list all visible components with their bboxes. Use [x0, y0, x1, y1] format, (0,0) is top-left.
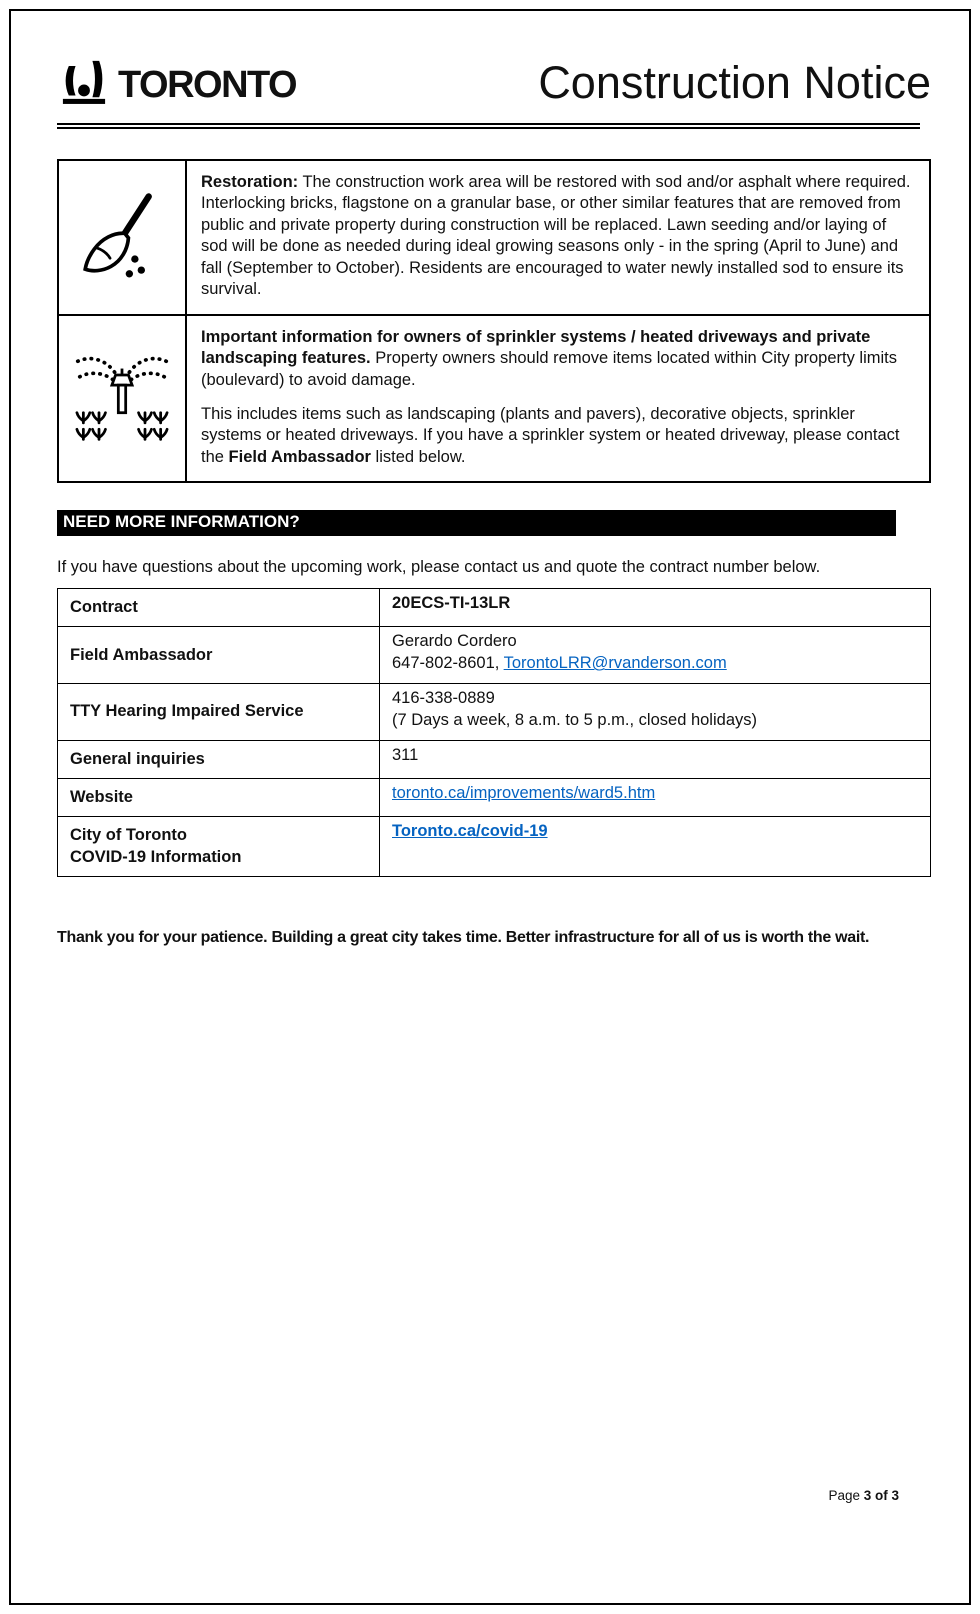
page-title: Construction Notice [538, 56, 931, 108]
restoration-row [59, 161, 929, 314]
sprinkler-body: Property owners should remove items located within City property limits (boulevard) to avoid damage. [201, 349, 898, 389]
covid-label-line1: City of Toronto [70, 826, 187, 845]
toronto-emblem-icon [57, 53, 111, 111]
sprinkler-row [59, 314, 929, 482]
contact-row-field-ambassador [58, 627, 931, 684]
header-double-rule [57, 123, 920, 129]
general-inquiries-value: 311 [392, 745, 419, 764]
covid-label-line2: COVID-19 Information [70, 847, 242, 866]
sprinkler-icon [59, 316, 187, 482]
toronto-logo [57, 53, 296, 111]
header [57, 53, 931, 111]
contact-row-general-inquiries [58, 740, 931, 778]
broom-icon [59, 161, 187, 314]
sprinkler-para2-pre: This includes items such as landscaping (plants and pavers), decorative objects, sprinkler systems or heated driveways. If you have a sprinkler system or heated driveway, please contact the [201, 404, 900, 466]
field-ambassador-name: Gerardo Cordero [392, 632, 517, 651]
field-ambassador-contact [392, 653, 918, 675]
field-ambassador-value [380, 627, 931, 684]
tty-label: TTY Hearing Impaired Service [58, 683, 380, 740]
page-border-frame [9, 9, 971, 1605]
tty-value [380, 683, 931, 740]
contract-value: 20ECS-TI-13LR [392, 594, 511, 613]
page-number-value: 3 of 3 [863, 1488, 899, 1503]
restoration-text [187, 161, 929, 314]
contact-row-website [58, 778, 931, 816]
field-ambassador-label: Field Ambassador [58, 627, 380, 684]
restoration-lead: Restoration: [201, 173, 299, 191]
field-ambassador-email-link[interactable]: TorontoLRR@rvanderson.com [503, 654, 727, 673]
sprinkler-para2-post: listed below. [370, 447, 466, 466]
info-table [57, 159, 931, 483]
website-link[interactable]: toronto.ca/improvements/ward5.htm [392, 783, 656, 802]
field-ambassador-phone: 647-802-8601, [392, 654, 504, 673]
contract-label: Contract [58, 589, 380, 627]
sprinkler-lead: Important information for owners of sprinkler systems / heated driveways and private landscaping features. [201, 327, 871, 368]
contact-table [57, 588, 931, 877]
toronto-wordmark: TORONTO [118, 64, 297, 106]
contact-row-contract [58, 589, 931, 627]
covid-label [58, 817, 380, 877]
covid-link[interactable]: Toronto.ca/covid-19 [392, 822, 548, 841]
contact-row-tty [58, 683, 931, 740]
restoration-body: The construction work area will be restored with sod and/or asphalt where required. Interlocking bricks, flagstone on a granular base, or other similar features that are removed from public and private property during construction will be replaced. Lawn seeding and/or laying of sod will be done as needed during ideal growing seasons only - in the spring (April to June) and fall (September to October). Residents are encouraged to water newly installed sod to ensure its survival. [201, 173, 911, 299]
sprinkler-text [187, 316, 929, 482]
general-inquiries-label: General inquiries [58, 740, 380, 778]
page-number-prefix: Page [828, 1488, 864, 1503]
website-label: Website [58, 778, 380, 816]
contact-row-covid [58, 817, 931, 877]
sprinkler-para2-bold: Field Ambassador [228, 447, 371, 466]
tty-phone: 416-338-0889 [392, 688, 495, 707]
need-more-information-banner: NEED MORE INFORMATION? [57, 510, 896, 536]
page-number [828, 1488, 899, 1503]
tty-hours: (7 Days a week, 8 a.m. to 5 p.m., closed holidays) [392, 710, 757, 729]
intro-paragraph: If you have questions about the upcoming work, please contact us and quote the contract number below. [57, 558, 821, 577]
closing-message: Thank you for your patience. Building a great city takes time. Better infrastructure for all of us is worth the wait. [57, 929, 870, 947]
